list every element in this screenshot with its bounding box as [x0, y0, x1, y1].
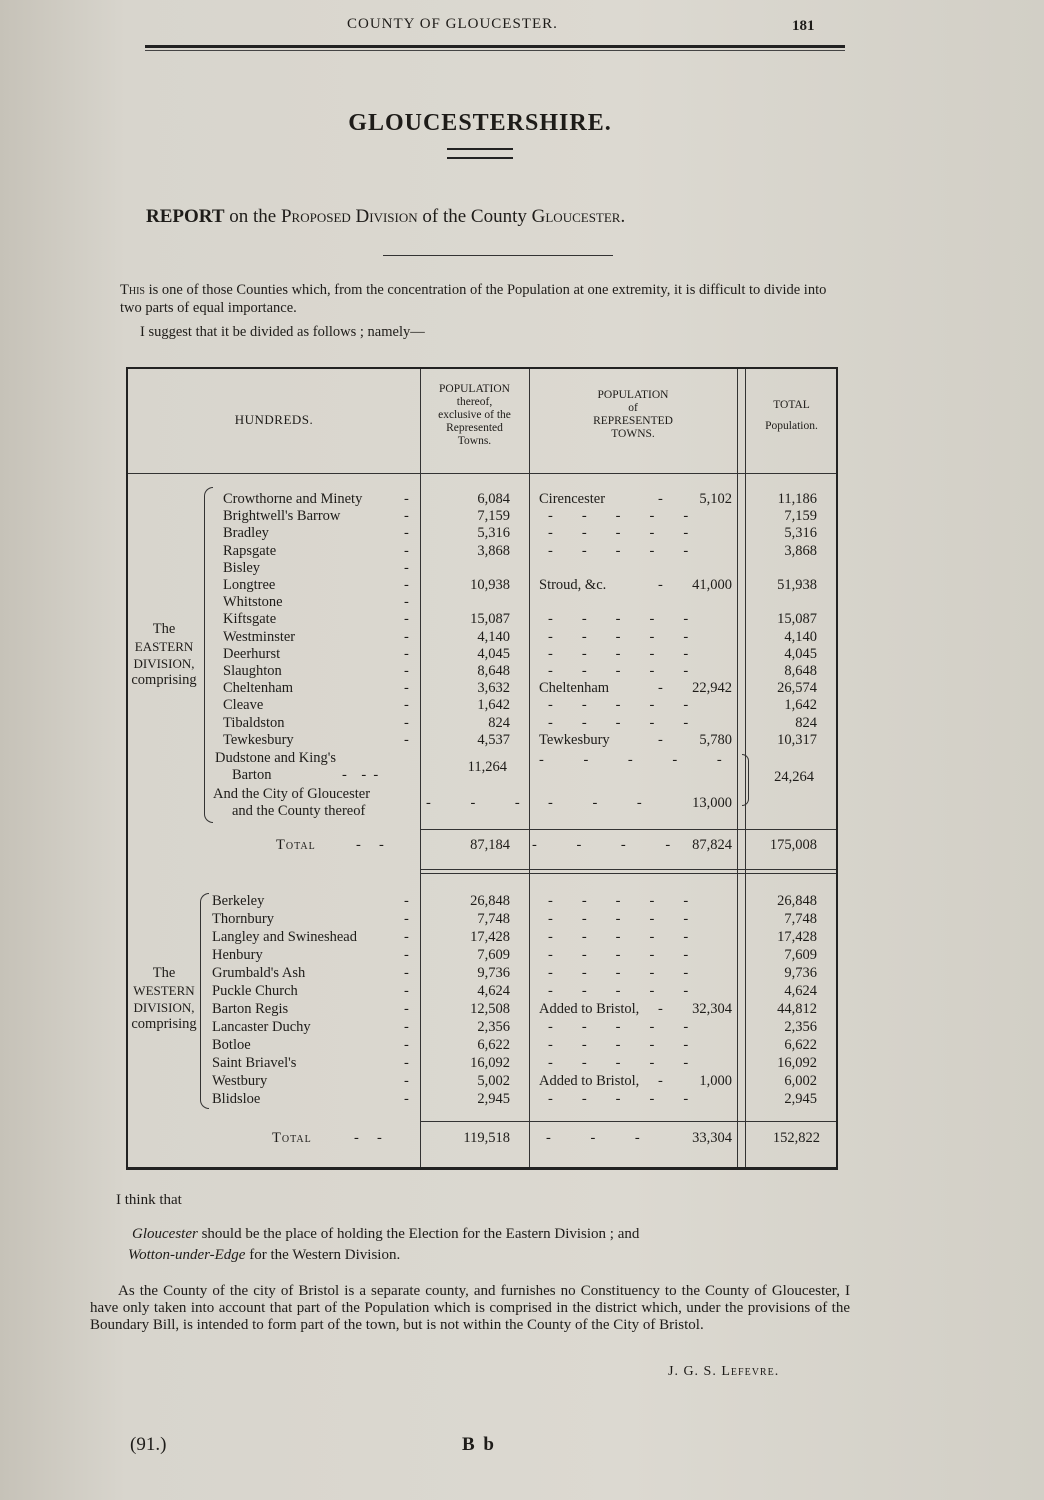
- western-row: [128, 1073, 838, 1090]
- row-total: 11,186: [777, 491, 817, 507]
- row-total: 4,045: [784, 645, 817, 662]
- eastern-row: [128, 697, 838, 714]
- intro-paragraph: [120, 281, 835, 317]
- town-dashes: - - - - -: [548, 929, 689, 945]
- western-total-row: [128, 1130, 838, 1147]
- running-title: COUNTY OF GLOUCESTER.: [347, 16, 558, 32]
- western-row: [128, 929, 838, 946]
- dudstone-leader-dots: - - -: [342, 767, 379, 783]
- leader-dot: -: [404, 577, 409, 593]
- signature: [668, 1364, 779, 1380]
- eastern-row: [128, 715, 838, 732]
- represented-town: Cirencester: [539, 491, 606, 507]
- leader-dot: -: [404, 1055, 409, 1071]
- header-rep-l3: REPRESENTED: [593, 415, 673, 427]
- represented-town: Cheltenham: [539, 680, 610, 697]
- hundred-population: 1,642: [477, 697, 510, 714]
- eastern-row: [128, 491, 838, 508]
- hundred-name: Thornbury: [212, 911, 275, 927]
- header-total-l1: TOTAL: [773, 399, 810, 411]
- town-dashes: - - - - -: [548, 893, 689, 909]
- gloucester-place: Gloucester: [132, 1226, 198, 1242]
- header-rep-l4: TOWNS.: [611, 428, 655, 440]
- west-label-l4: comprising: [131, 1016, 197, 1032]
- county-title: GLOUCESTERSHIRE.: [348, 110, 612, 136]
- leader-dot: -: [404, 611, 409, 628]
- hundred-name: Longtree: [223, 577, 276, 593]
- eastern-row: [128, 577, 838, 594]
- report-rule: [383, 255, 613, 256]
- town-leader-dot: -: [658, 577, 663, 593]
- leader-dot: -: [404, 680, 409, 697]
- western-row: [128, 1055, 838, 1072]
- hundred-name: Deerhurst: [223, 645, 281, 662]
- hundred-population: 7,748: [477, 911, 510, 927]
- leader-dot: -: [404, 663, 409, 679]
- row-total: 2,356: [784, 1019, 817, 1035]
- hundred-population: 16,092: [470, 1055, 510, 1071]
- eastern-row: [128, 508, 838, 525]
- town-dashes: - - - - -: [548, 983, 689, 999]
- eastern-total-dots: - -: [356, 837, 384, 853]
- row-total: 3,868: [784, 542, 817, 559]
- city-pop-dashes: - - -: [426, 795, 538, 811]
- town-population: 32,304: [692, 1001, 732, 1017]
- eastern-row: [128, 680, 838, 697]
- hundred-name: Puckle Church: [212, 983, 298, 999]
- header-pop-l5: Towns.: [457, 435, 492, 447]
- east-label-l1: The: [152, 621, 176, 637]
- western-row: [128, 965, 838, 982]
- hundred-name: Langley and Swineshead: [212, 929, 357, 945]
- signature-name: Lefevre.: [721, 1364, 780, 1379]
- hundred-population: 26,848: [470, 893, 510, 909]
- city-line1: And the City of Gloucester: [213, 786, 371, 802]
- town-dashes: - - - - -: [548, 542, 689, 559]
- hundred-population: 6,622: [477, 1037, 510, 1053]
- intro-lead: This: [120, 282, 145, 298]
- leader-dot: -: [404, 911, 409, 927]
- hundred-name: Lancaster Duchy: [212, 1019, 311, 1035]
- leader-dot: -: [404, 1019, 409, 1035]
- header-total: [745, 399, 838, 433]
- western-total-label: Total: [272, 1130, 312, 1146]
- hundred-population: 5,002: [477, 1073, 510, 1089]
- town-population: 41,000: [692, 577, 732, 593]
- west-label-l2: WESTERN: [133, 983, 195, 998]
- town-leader-dot: -: [658, 491, 663, 507]
- eastern-total-all: 175,008: [769, 837, 817, 853]
- row-total: 4,624: [784, 983, 817, 999]
- town-dashes: - - - - -: [548, 1055, 689, 1071]
- east-total-rule-b: [420, 873, 836, 874]
- dudstone-line2: Barton: [232, 767, 272, 783]
- town-dashes: - - - - -: [548, 697, 689, 714]
- represented-town: Tewkesbury: [539, 731, 610, 748]
- hundred-name: Grumbald's Ash: [212, 965, 306, 981]
- town-leader-dot: -: [658, 1073, 663, 1089]
- town-dashes: - - - - -: [548, 965, 689, 981]
- town-dashes: - - - - -: [548, 947, 689, 963]
- signature-initials: J. G. S.: [668, 1364, 722, 1379]
- hundred-name: Slaughton: [223, 663, 282, 679]
- western-total-all: 152,822: [772, 1130, 820, 1146]
- header-pop-l2: thereof,: [456, 396, 493, 408]
- hundred-population: 2,945: [477, 1091, 510, 1107]
- row-total: 4,140: [784, 628, 817, 645]
- leader-dot: -: [404, 714, 409, 731]
- header-pop-l4: Represented: [446, 422, 503, 434]
- hundred-population: 3,868: [477, 542, 510, 559]
- represented-town: Stroud, &c.: [539, 577, 607, 593]
- town-dashes: - - - - -: [548, 645, 689, 662]
- leader-dot: -: [404, 645, 409, 662]
- hundred-population: 17,428: [470, 929, 510, 945]
- report-proposed-division: Proposed Division: [280, 206, 418, 227]
- represented-town: Added to Bristol,: [539, 1001, 640, 1017]
- town-dashes: - - - - -: [548, 1091, 689, 1107]
- hundred-population: 7,159: [477, 508, 510, 525]
- western-row: [128, 1091, 838, 1108]
- western-row: [128, 1037, 838, 1054]
- town-dashes: - - - - -: [548, 911, 689, 927]
- hundred-name: Crowthorne and Minety: [223, 491, 363, 507]
- hundred-population: 6,084: [477, 491, 510, 507]
- leader-dot: -: [404, 628, 409, 645]
- hundred-name: Westminster: [223, 628, 296, 645]
- header-rule: [128, 473, 836, 474]
- page-number: 181: [792, 18, 815, 34]
- row-total: 1,642: [784, 697, 817, 714]
- division-table: [126, 367, 838, 1170]
- town-dashes: - - - - -: [548, 508, 689, 525]
- hundred-name: Henbury: [212, 947, 263, 963]
- leader-dot: -: [404, 559, 409, 576]
- hundred-population: 4,045: [477, 645, 510, 662]
- western-row: [128, 947, 838, 964]
- gloucester-line: [132, 1224, 639, 1244]
- dudstone-pop: 11,264: [467, 759, 507, 775]
- western-total-pop: 119,518: [463, 1130, 510, 1146]
- leader-dot: -: [404, 542, 409, 559]
- report-on-the: on the: [224, 206, 281, 227]
- hundred-population: 12,508: [470, 1001, 510, 1017]
- eastern-total-label: Total: [276, 837, 316, 853]
- western-row: [128, 983, 838, 1000]
- row-total: 6,622: [784, 1037, 817, 1053]
- eastern-total-town-pop: 87,824: [692, 837, 732, 853]
- head-rule-thin: [145, 50, 845, 51]
- report-county: Gloucester.: [531, 206, 626, 227]
- row-total: 7,748: [784, 911, 817, 927]
- western-total-dots: - -: [354, 1130, 382, 1146]
- hundred-name: Berkeley: [212, 893, 265, 909]
- row-total: 10,317: [777, 731, 817, 748]
- eastern-row: [128, 525, 838, 542]
- row-total: 7,609: [784, 947, 817, 963]
- city-row-2: [128, 795, 838, 820]
- eastern-total-row: [128, 837, 838, 854]
- running-head: [0, 16, 1044, 38]
- hundred-name: Westbury: [212, 1073, 268, 1089]
- wotton-text: for the Western Division.: [245, 1247, 401, 1263]
- eastern-row: [128, 560, 838, 577]
- report-word: REPORT: [146, 206, 225, 227]
- hundred-population: 2,356: [477, 1019, 510, 1035]
- leader-dot: -: [404, 1091, 409, 1107]
- leader-dot: -: [404, 1037, 409, 1053]
- hundred-population: 3,632: [477, 680, 510, 697]
- western-total-town-pop: 33,304: [692, 1130, 732, 1146]
- combined-total: 24,264: [774, 769, 814, 785]
- head-rule: [145, 45, 845, 48]
- east-label-l4: comprising: [131, 672, 197, 688]
- east-label-l3: DIVISION,: [133, 656, 195, 671]
- header-rep-l1: POPULATION: [597, 389, 669, 401]
- eastern-row: [128, 629, 838, 646]
- hundred-population: 4,140: [477, 628, 510, 645]
- town-population: 22,942: [692, 680, 732, 697]
- header-rep-l2: of: [628, 402, 638, 414]
- eastern-row: [128, 732, 838, 749]
- leader-dot: -: [404, 731, 409, 748]
- hundred-population: 7,609: [477, 947, 510, 963]
- hundred-name: Tewkesbury: [223, 731, 294, 748]
- report-heading: [146, 206, 625, 228]
- town-dashes: - - - - -: [548, 663, 689, 679]
- city-town-dashes: - - -: [548, 795, 660, 811]
- hundred-name: Whitstone: [223, 594, 283, 611]
- leader-dot: -: [404, 929, 409, 945]
- eastern-total-pop: 87,184: [470, 837, 510, 853]
- row-total: 6,002: [784, 1073, 817, 1089]
- eastern-total-dashes: - - - -: [532, 837, 689, 853]
- row-total: 26,848: [777, 893, 817, 909]
- hundred-population: 4,537: [477, 731, 510, 748]
- gloucester-text: should be the place of holding the Election for the Eastern Division ; and: [197, 1226, 640, 1242]
- hundred-population: 5,316: [477, 525, 510, 542]
- header-hundreds: HUNDREDS.: [234, 412, 314, 427]
- eastern-row: [128, 594, 838, 611]
- row-total: 2,945: [784, 1091, 817, 1107]
- represented-town: Added to Bristol,: [539, 1073, 640, 1089]
- sheet-number: (91.): [130, 1434, 167, 1455]
- hundred-name: Rapsgate: [223, 542, 277, 559]
- hundred-name: Blidsloe: [212, 1091, 261, 1107]
- row-total: 9,736: [784, 965, 817, 981]
- row-total: 7,159: [784, 508, 817, 525]
- bristol-paragraph: As the County of the city of Bristol is a separate county, and furnishes no Constituency to the County of Gloucester, I have only taken into account that part of the Population which is comprised in the district which, under the provisions of the Boundary Bill, is intended to form part of the town, but is not within the County of the City of Bristol.: [90, 1283, 850, 1333]
- town-dashes: - - - - -: [548, 714, 689, 731]
- hundred-name: Botloe: [212, 1037, 251, 1053]
- leader-dot: -: [404, 947, 409, 963]
- town-leader-dot: -: [658, 731, 663, 748]
- leader-dot: -: [404, 697, 409, 714]
- east-sum-rule: [420, 829, 836, 830]
- hundred-population: 10,938: [470, 577, 510, 593]
- western-total-dashes: - - -: [546, 1130, 658, 1146]
- city-town-pop: 13,000: [692, 795, 732, 811]
- leader-dot: -: [404, 983, 409, 999]
- think-that: I think that: [116, 1192, 182, 1208]
- hundred-population: 4,624: [477, 983, 510, 999]
- leader-dot: -: [404, 965, 409, 981]
- eastern-row: [128, 611, 838, 628]
- hundred-name: Kiftsgate: [223, 611, 277, 628]
- hundred-population: 824: [488, 714, 510, 731]
- hundred-name: Cheltenham: [223, 680, 294, 697]
- hundred-name: Barton Regis: [212, 1001, 289, 1017]
- western-row: [128, 1001, 838, 1018]
- west-label-l3: DIVISION,: [133, 1000, 195, 1015]
- header-represented: [529, 389, 737, 441]
- suggest-line: I suggest that it be divided as follows ; namely—: [140, 324, 425, 340]
- western-row: [128, 1019, 838, 1036]
- east-label-l2: EASTERN: [134, 639, 194, 654]
- town-population: 1,000: [699, 1073, 732, 1089]
- western-row: [128, 911, 838, 928]
- row-total: 26,574: [777, 680, 817, 697]
- east-total-rule-a: [420, 869, 836, 870]
- row-total: 44,812: [777, 1001, 817, 1017]
- west-label-l1: The: [152, 965, 176, 981]
- leader-dot: -: [404, 1073, 409, 1089]
- row-total: 16,092: [777, 1055, 817, 1071]
- town-dashes: - - - - -: [548, 611, 689, 628]
- hundred-name: Cleave: [223, 697, 264, 714]
- hundred-name: Saint Briavel's: [212, 1055, 297, 1071]
- wotton-place: Wotton-under-Edge: [128, 1247, 246, 1263]
- city-line2: and the County thereof: [232, 803, 366, 819]
- leader-dot: -: [404, 893, 409, 909]
- west-sum-rule: [420, 1121, 836, 1122]
- leader-dot: -: [404, 508, 409, 525]
- row-total: 824: [795, 714, 817, 731]
- town-leader-dot: -: [658, 680, 663, 697]
- town-population: 5,780: [699, 731, 732, 748]
- eastern-row: [128, 543, 838, 560]
- leader-dot: -: [404, 525, 409, 542]
- eastern-row: [128, 646, 838, 663]
- intro-text: is one of those Counties which, from the concentration of the Population at one extremity, it is difficult to divide into two parts of equal importance.: [120, 282, 827, 316]
- hundred-name: Tibaldston: [223, 714, 285, 731]
- town-population: 5,102: [699, 491, 732, 507]
- dudstone-town-dashes: - - - - -: [539, 752, 740, 768]
- leader-dot: -: [404, 491, 409, 507]
- hundred-population: 15,087: [470, 611, 510, 628]
- town-dashes: - - - - -: [548, 1037, 689, 1053]
- town-dashes: - - - - -: [548, 628, 689, 645]
- hundred-name: Brightwell's Barrow: [223, 508, 341, 525]
- town-dashes: - - - - -: [548, 1019, 689, 1035]
- hundred-population: 9,736: [477, 965, 510, 981]
- header-population: [420, 383, 529, 448]
- header-pop-l1: POPULATION: [439, 383, 510, 395]
- leader-dot: -: [404, 1001, 409, 1017]
- row-total: 8,648: [784, 663, 817, 679]
- town-dashes: - - - - -: [548, 525, 689, 542]
- eastern-row: [128, 663, 838, 680]
- western-row: [128, 893, 838, 910]
- header-pop-l3: exclusive of the: [438, 409, 511, 421]
- row-total: 51,938: [777, 577, 817, 593]
- leader-dot: -: [404, 594, 409, 611]
- hundred-population: 8,648: [477, 663, 510, 679]
- hundred-name: Bradley: [223, 525, 269, 542]
- hundred-name: Bisley: [223, 559, 261, 576]
- wotton-line: [128, 1245, 400, 1265]
- town-leader-dot: -: [658, 1001, 663, 1017]
- report-of-the-county: of the County: [417, 206, 532, 227]
- dudstone-line1: Dudstone and King's: [215, 750, 337, 766]
- title-ornament: [447, 148, 513, 159]
- header-total-l2: Population.: [765, 420, 818, 432]
- row-total: 5,316: [784, 525, 817, 542]
- row-total: 15,087: [777, 611, 817, 628]
- combined-total-row: [128, 769, 838, 786]
- row-total: 17,428: [777, 929, 817, 945]
- signature-mark: B b: [462, 1434, 496, 1455]
